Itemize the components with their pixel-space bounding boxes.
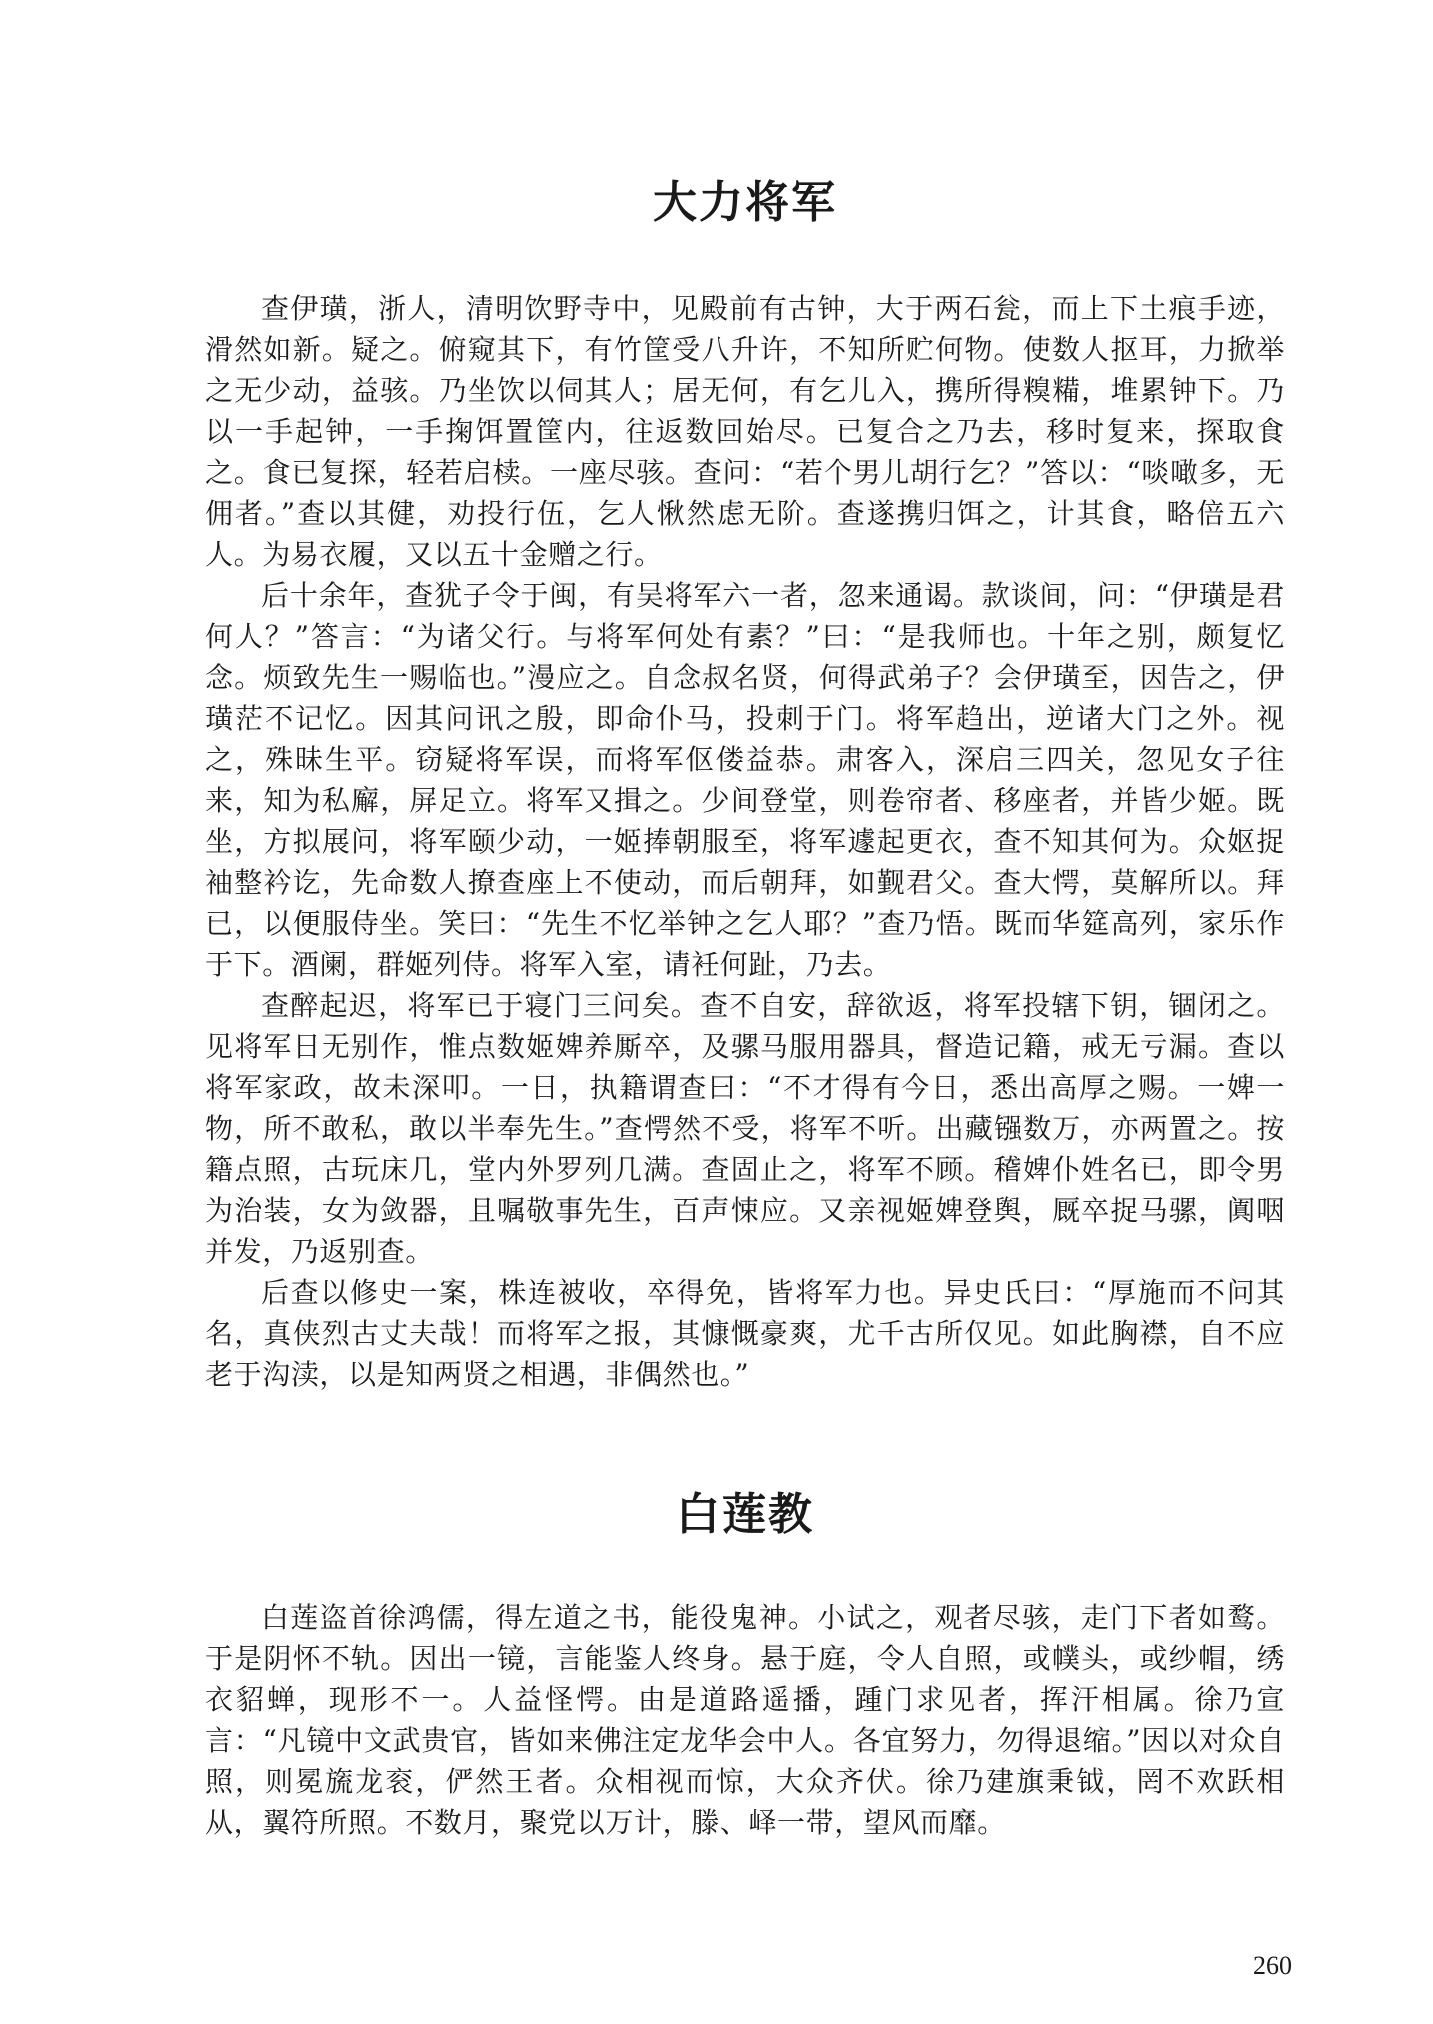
section-body-dali-jiangjun <box>205 288 1285 1395</box>
paragraph: 查醉起迟，将军已于寝门三问矣。查不自安，辞欲返，将军投辖下钥，锢闭之。见将军日无别作，惟点数姬婢养厮卒，及骡马服用器具，督造记籍，戒无亏漏。查以将军家政，故未深叩。一日，执籍谓查曰：“不才得有今日，悉出高厚之赐。一婢一物，所不敢私，敢以半奉先生。”查愕然不受，将军不听。出藏镪数万，亦两置之。按籍点照，古玩床几，堂内外罗列几满。查固止之，将军不顾。稽婢仆姓名已，即令男为治装，女为敛器，且嘱敬事先生，百声悚应。又亲视姬婢登舆，厩卒捉马骡，阗咽并发，乃返别查。 <box>205 989 1285 1268</box>
page-number: 260 <box>1253 1951 1292 1980</box>
paragraph: 后查以修史一案，株连被收，卒得免，皆将军力也。异史氏曰：“厚施而不问其名，真侠烈古丈夫哉！而将军之报，其慷慨豪爽，尤千古所仅见。如此胸襟，自不应老于沟渎，以是知两贤之相遇，非偶然也。” <box>205 1276 1285 1391</box>
section-title-bailian-jiao: 白莲教 <box>676 1489 814 1540</box>
paragraph: 后十余年，查犹子令于闽，有吴将军六一者，忽来通谒。款谈间，问：“伊璜是君何人？”答言：“为诸父行。与将军何处有素？”曰：“是我师也。十年之别，颇复忆念。烦致先生一赐临也。”漫应之。自念叔名贤，何得武弟子？会伊璜至，因告之，伊璜茫不记忆。因其问讯之殷，即命仆马，投刺于门。将军趋出，逆诸大门之外。视之，殊昧生平。窃疑将军误，而将军伛偻益恭。肃客入，深启三四关，忽见女子往来，知为私廨，屏足立。将军又揖之。少间登堂，则卷帘者、移座者，并皆少姬。既坐，方拟展问，将军颐少动，一姬捧朝服至，将军遽起更衣，查不知其何为。众妪捉袖整衿讫，先命数人撩查座上不使动，而后朝拜，如觐君父。查大愕，莫解所以。拜已，以便服侍坐。笑曰：“先生不忆举钟之乞人耶？”查乃悟。既而华筵高列，家乐作于下。酒阑，群姬列侍。将军入室，请衽何趾，乃去。 <box>205 579 1285 981</box>
paragraph: 白莲盗首徐鸿儒，得左道之书，能役鬼神。小试之，观者尽骇，走门下者如鹜。于是阴怀不轨。因出一镜，言能鉴人终身。悬于庭，令人自照，或幞头，或纱帽，绣衣貂蝉，现形不一。人益怪愕。由是道路遥播，踵门求见者，挥汗相属。徐乃宣言：“凡镜中文武贵官，皆如来佛注定龙华会中人。各宜努力，勿得退缩。”因以对众自照，则冕旒龙衮，俨然王者。众相视而惊，大众齐伏。徐乃建旗秉钺，罔不欢跃相从，翼符所照。不数月，聚党以万计，滕、峄一带，望风而靡。 <box>205 1601 1285 1839</box>
section-body-bailian-jiao <box>205 1597 1285 1843</box>
paragraph: 查伊璜，浙人，清明饮野寺中，见殿前有古钟，大于两石瓮，而上下土痕手迹，滑然如新。疑之。俯窥其下，有竹筐受八升许，不知所贮何物。使数人抠耳，力掀举之无少动，益骇。乃坐饮以伺其人；居无何，有乞儿入，携所得糗糒，堆累钟下。乃以一手起钟，一手掬饵置筐内，往返数回始尽。已复合之乃去，移时复来，探取食之。食已复探，轻若启椟。一座尽骇。查问：“若个男儿胡行乞？”答以：“啖噉多，无佣者。”查以其健，劝投行伍，乞人愀然虑无阶。查遂携归饵之，计其食，略倍五六人。为易衣履，又以五十金赠之行。 <box>205 292 1285 571</box>
section-title-dali-jiangjun: 大力将军 <box>653 177 837 228</box>
